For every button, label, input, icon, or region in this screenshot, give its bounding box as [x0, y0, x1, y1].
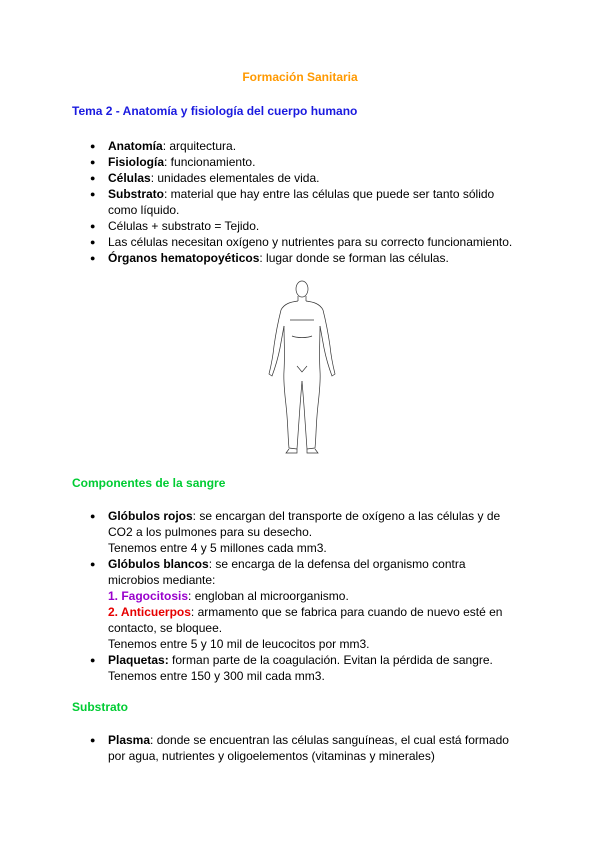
definition: : se encarga de la defensa del organismo contra microbios mediante:	[108, 557, 466, 587]
anatomia-list	[90, 138, 530, 266]
list-item	[90, 218, 530, 234]
sangre-list	[90, 508, 520, 684]
list-item	[90, 508, 520, 556]
definition: : material que hay entre las células que puede ser tanto sólido como líquido.	[108, 187, 495, 217]
definition: Las células necesitan oxígeno y nutrientes para su correcto funcionamiento.	[108, 235, 513, 249]
definition: forman parte de la coagulación. Evitan la pérdida de sangre.	[168, 653, 493, 667]
definition: : lugar donde se forman las células.	[259, 251, 449, 265]
list-item	[90, 138, 530, 154]
definition: Células + substrato = Tejido.	[108, 219, 260, 233]
note: Tenemos entre 4 y 5 millones cada mm3.	[108, 541, 327, 555]
list-item	[90, 556, 520, 652]
section-heading-substrato: Substrato	[72, 700, 129, 714]
term: Substrato	[108, 187, 165, 201]
list-item	[90, 154, 530, 170]
term: Glóbulos rojos	[108, 509, 193, 523]
section-heading-anatomia: Tema 2 - Anatomía y fisiología del cuerpo humano	[72, 104, 358, 118]
sub-text: : engloban al microorganismo.	[188, 589, 349, 603]
sub-label-fagocitosis: 1. Fagocitosis	[108, 589, 189, 603]
list-item	[90, 250, 530, 266]
note: Tenemos entre 5 y 10 mil de leucocitos por mm3.	[108, 637, 370, 651]
list-item	[90, 652, 520, 684]
list-item	[90, 732, 520, 764]
definition: : funcionamiento.	[164, 155, 256, 169]
section-heading-sangre: Componentes de la sangre	[72, 476, 226, 490]
definition: : se encargan del transporte de oxígeno a las células y de CO2 a los pulmones para su desecho.	[108, 509, 501, 539]
note: Tenemos entre 150 y 300 mil cada mm3.	[108, 669, 325, 683]
term: Órganos hematopoyéticos	[108, 251, 260, 265]
term: Células	[108, 171, 151, 185]
document-title: Formación Sanitaria	[242, 70, 358, 84]
definition: : donde se encuentran las células sanguíneas, el cual está formado por agua, nutrientes y oligoelementos (vitaminas y minerales)	[108, 733, 509, 763]
sub-label-anticuerpos: 2. Anticuerpos	[108, 605, 191, 619]
term: Glóbulos blancos	[108, 557, 209, 571]
sub-text: : armamento que se fabrica para cuando de nuevo esté en contacto, se bloquee.	[108, 605, 503, 635]
term: Fisiología	[108, 155, 165, 169]
human-body-outline-icon	[262, 276, 342, 456]
substrato-list	[90, 732, 520, 764]
term: Anatomía	[108, 139, 163, 153]
definition: : arquitectura.	[162, 139, 237, 153]
definition: : unidades elementales de vida.	[150, 171, 320, 185]
list-item	[90, 186, 498, 218]
term: Plaquetas:	[108, 653, 169, 667]
term: Plasma	[108, 733, 151, 747]
list-item	[90, 234, 530, 250]
list-item	[90, 170, 530, 186]
